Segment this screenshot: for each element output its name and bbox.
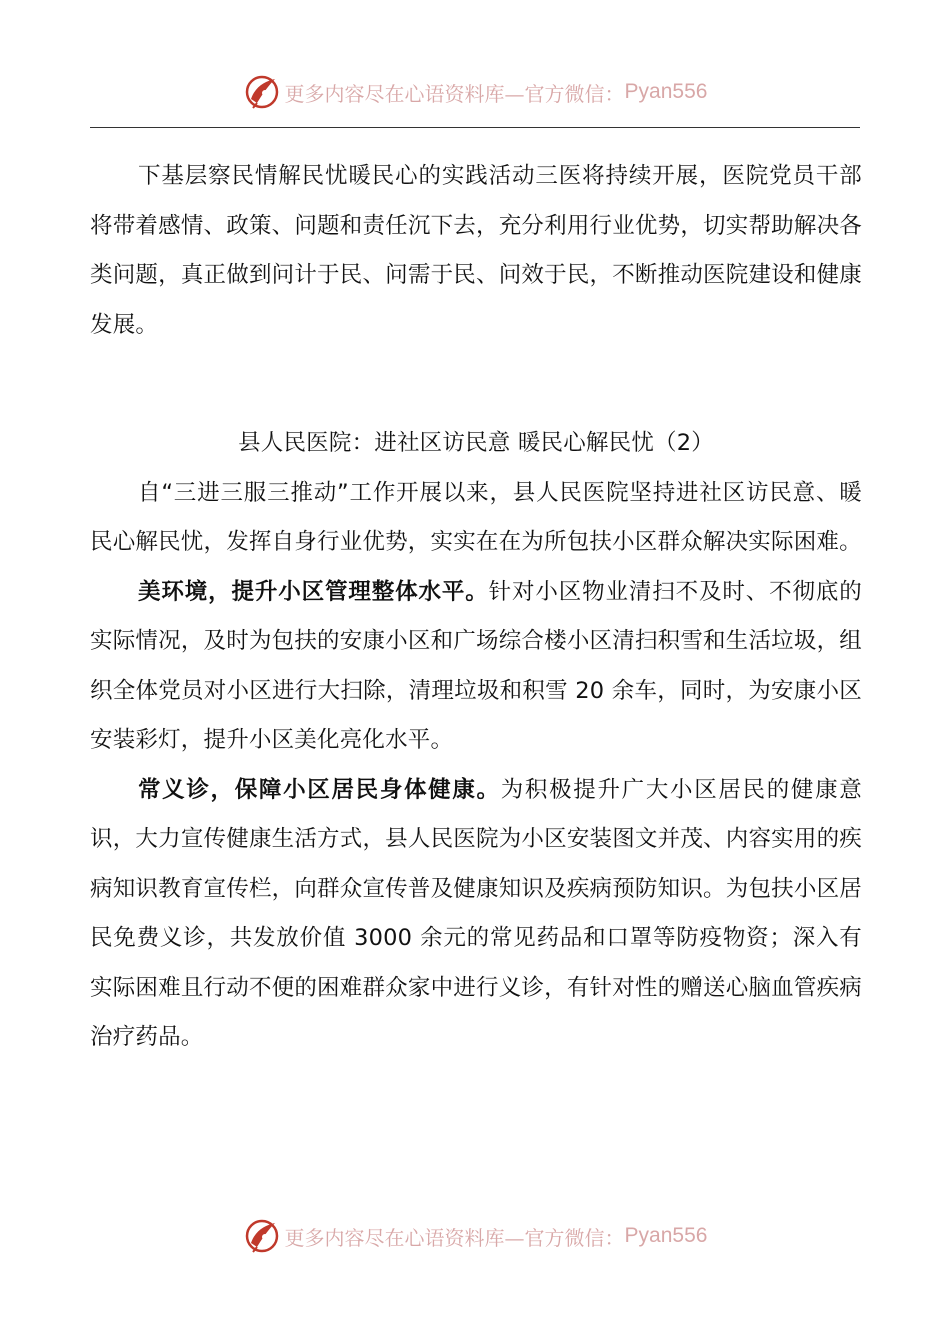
section-gap [90, 350, 862, 419]
intro-paragraph: 下基层察民情解民忧暖民心的实践活动三医将持续开展，医院党员干部将带着感情、政策、问题和责任沉下去，充分利用行业优势，切实帮助解决各类问题，真正做到问计于民、问需于民、问效于民，不断推动医院建设和健康发展。 [90, 163, 862, 338]
header-banner [0, 70, 950, 114]
footer-brand-logo-icon [243, 1217, 281, 1255]
footer-banner-id: Pyan556 [624, 1224, 708, 1247]
brand-logo-icon [243, 73, 281, 111]
paragraph-1: 自“三进三服三推动”工作开展以来，县人民医院坚持进社区访民意、暖民心解民忧，发挥自身行业优势，实实在在为所包扶小区群众解决实际困难。 [90, 479, 862, 555]
paragraph-2-heading: 美环境，提升小区管理整体水平。 [138, 578, 489, 605]
header-banner-text: 更多内容尽在心语资料库—官方微信： [284, 81, 625, 106]
header-banner-id: Pyan556 [624, 80, 708, 103]
paragraph-3-text: 为积极提升广大小区居民的健康意识，大力宣传健康生活方式，县人民医院为小区安装图文并茂、内容实用的疾病知识教育宣传栏，向群众宣传普及健康知识及疾病预防知识。为包扶小区居民免费义诊，共发放价值 3000 余元的常见药品和口罩等防疫物资；深入有实际困难且行动不便的困难群众家中进行义诊，有针对性的赠送心脑血管疾病治疗药品。 [90, 776, 862, 1050]
document-body [90, 152, 862, 1063]
header-divider [90, 127, 860, 128]
footer-banner-text: 更多内容尽在心语资料库—官方微信： [284, 1225, 625, 1250]
paragraph-2 [90, 568, 862, 766]
paragraph-3 [90, 766, 862, 1063]
footer-banner [0, 1214, 950, 1258]
paragraph-3-heading: 常义诊，保障小区居民身体健康。 [138, 776, 501, 803]
section-title: 县人民医院：进社区访民意 暖民心解民忧（2） [238, 430, 714, 456]
paragraph-2-text: 针对小区物业清扫不及时、不彻底的实际情况，及时为包扶的安康小区和广场综合楼小区清扫积雪和生活垃圾，组织全体党员对小区进行大扫除，清理垃圾和积雪 20 余车，同时，为安康小区安装彩灯，提升小区美化亮化水平。 [90, 578, 862, 753]
